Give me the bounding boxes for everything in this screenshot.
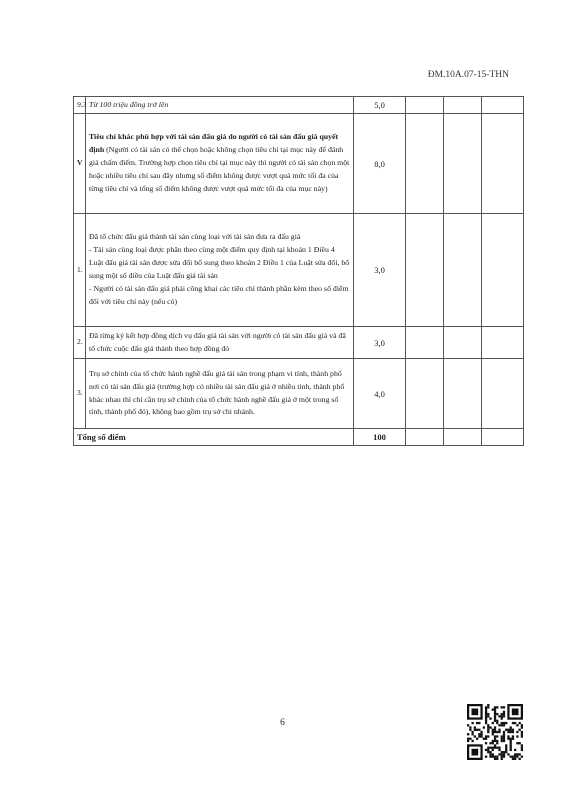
total-row bbox=[74, 429, 524, 446]
max-score: 3,0 bbox=[354, 214, 406, 327]
empty-cell bbox=[406, 97, 444, 114]
criterion-text: Trụ sở chính của tổ chức hành nghề đấu giá tài sản trong phạm vi tỉnh, thành phố nơi có tài sản đấu giá (trường hợp có nhiều tài sản đấu giá ở nhiều tỉnh, thành phố khác nhau thì chỉ cần trụ sở chính của tổ chức hành nghề đấu giá ở một trong số tỉnh, thành phố đó), không bao gồm trụ sở chi nhánh. bbox=[86, 359, 354, 429]
table-row bbox=[74, 327, 524, 359]
row-number: 1. bbox=[74, 214, 86, 327]
total-score: 100 bbox=[354, 429, 406, 446]
row-number: V bbox=[74, 114, 86, 214]
criterion-text: Tiêu chí khác phù hợp với tài sản đấu giá do người có tài sản đấu giá quyết định (Người có tài sản có thể chọn hoặc không chọn tiêu chí tại mục này để đánh giá chấm điểm. Trường hợp chọn tiêu chí tại mục này thì người có tài sản chọn một hoặc nhiều tiêu chí sau đây nhưng số điểm không được vượt quá mức tối đa của từng tiêu chí và tổng số điểm không được vượt quá mức tối đa của mục này) bbox=[86, 114, 354, 214]
table-row bbox=[74, 214, 524, 327]
empty-cell bbox=[406, 114, 444, 214]
empty-cell bbox=[482, 359, 524, 429]
criterion-text: Từ 100 triệu đồng trở lên bbox=[86, 97, 354, 114]
empty-cell bbox=[444, 359, 482, 429]
empty-cell bbox=[444, 97, 482, 114]
max-score: 4,0 bbox=[354, 359, 406, 429]
empty-cell bbox=[482, 429, 524, 446]
empty-cell bbox=[406, 327, 444, 359]
max-score: 8,0 bbox=[354, 114, 406, 214]
document-code: ĐM.10A.07-15-THN bbox=[427, 70, 509, 80]
empty-cell bbox=[482, 97, 524, 114]
empty-cell bbox=[482, 214, 524, 327]
empty-cell bbox=[444, 114, 482, 214]
empty-cell bbox=[482, 327, 524, 359]
max-score: 5,0 bbox=[354, 97, 406, 114]
max-score: 3,0 bbox=[354, 327, 406, 359]
empty-cell bbox=[406, 214, 444, 327]
empty-cell bbox=[406, 359, 444, 429]
criterion-text: Đã từng ký kết hợp đồng dịch vụ đấu giá tài sản với người có tài sản đấu giá và đã tổ chức cuộc đấu giá thành theo hợp đồng đó bbox=[86, 327, 354, 359]
criterion-text: Đã tổ chức đấu giá thành tài sản cùng loại với tài sản đưa ra đấu giá - Tài sản cùng loại được phân theo cùng một điểm quy định tại khoản 1 Điều 4 Luật đấu giá tài sản được sửa đổi bổ sung theo khoản 2 Điều 1 của Luật sửa đổi, bổ sung một số điều của Luật đấu giá tài sản - Người có tài sản đấu giá phải công khai các tiêu chí thành phần kèm theo số điểm đối với tiêu chí này (nếu có) bbox=[86, 214, 354, 327]
table-row bbox=[74, 114, 524, 214]
empty-cell bbox=[444, 429, 482, 446]
row-number: 2. bbox=[74, 327, 86, 359]
page-number: 6 bbox=[280, 718, 285, 728]
empty-cell bbox=[444, 214, 482, 327]
total-label: Tổng số điểm bbox=[74, 429, 354, 446]
empty-cell bbox=[406, 429, 444, 446]
qr-code-icon bbox=[467, 704, 523, 760]
empty-cell bbox=[444, 327, 482, 359]
row-number: 3. bbox=[74, 359, 86, 429]
scoring-table bbox=[73, 96, 524, 446]
table-row bbox=[74, 359, 524, 429]
row-number: 9.3 bbox=[74, 97, 86, 114]
table-row bbox=[74, 97, 524, 114]
empty-cell bbox=[482, 114, 524, 214]
